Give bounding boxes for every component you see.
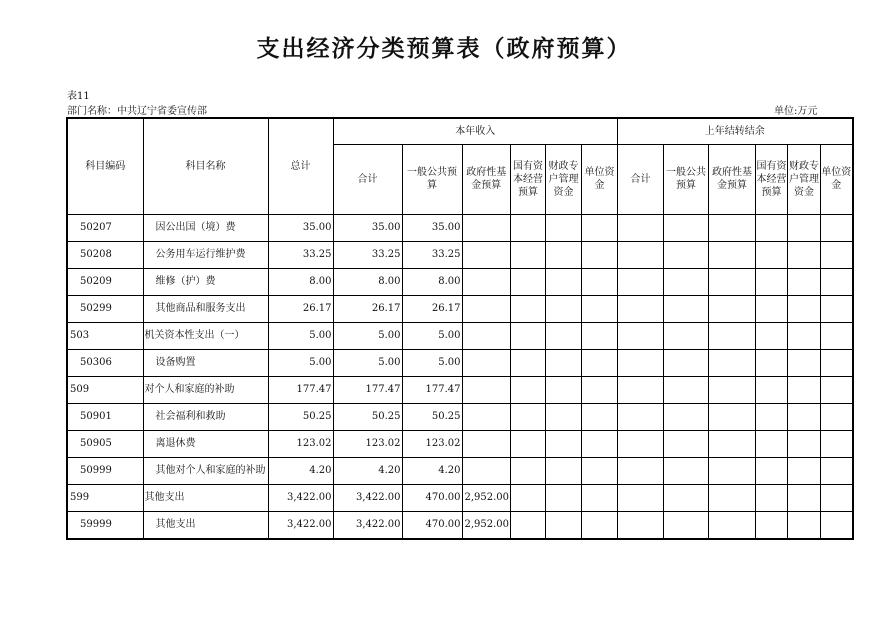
cell-empty bbox=[618, 484, 664, 511]
cell-empty bbox=[664, 403, 709, 430]
cell-empty bbox=[664, 457, 709, 484]
cell-empty bbox=[821, 349, 853, 376]
cell-empty bbox=[709, 430, 756, 457]
cell-total: 3,422.00 bbox=[268, 484, 333, 511]
cell-empty bbox=[821, 322, 853, 349]
cell-empty bbox=[756, 457, 788, 484]
header-cur-fund: 政府性基金预算 bbox=[462, 144, 511, 214]
cell-empty bbox=[788, 349, 821, 376]
cell-name: 对个人和家庭的补助 bbox=[143, 376, 268, 403]
cell-total: 8.00 bbox=[268, 268, 333, 295]
cell-total: 5.00 bbox=[268, 322, 333, 349]
unit-label: 单位:万元 bbox=[774, 106, 818, 117]
cell-empty bbox=[821, 214, 853, 241]
cell-fund-budget bbox=[462, 457, 511, 484]
cell-empty bbox=[664, 376, 709, 403]
cell-current-total: 5.00 bbox=[333, 349, 402, 376]
cell-empty bbox=[511, 403, 546, 430]
cell-name: 其他支出 bbox=[143, 484, 268, 511]
cell-fund-budget bbox=[462, 322, 511, 349]
cell-empty bbox=[664, 214, 709, 241]
cell-general-budget: 470.00 bbox=[402, 484, 462, 511]
cell-empty bbox=[788, 322, 821, 349]
cell-empty bbox=[788, 457, 821, 484]
cell-empty bbox=[618, 349, 664, 376]
cell-empty bbox=[582, 349, 618, 376]
cell-general-budget: 5.00 bbox=[402, 322, 462, 349]
cell-total: 5.00 bbox=[268, 349, 333, 376]
cell-empty bbox=[664, 241, 709, 268]
cell-current-total: 33.25 bbox=[333, 241, 402, 268]
header-cur-state: 国有资本经营预算 bbox=[511, 144, 546, 214]
cell-empty bbox=[511, 241, 546, 268]
cell-empty bbox=[582, 511, 618, 539]
cell-empty bbox=[709, 349, 756, 376]
cell-empty bbox=[546, 376, 582, 403]
header-pri-general: 一般公共预算 bbox=[664, 144, 709, 214]
cell-total: 177.47 bbox=[268, 376, 333, 403]
cell-fund-budget: 2,952.00 bbox=[462, 484, 511, 511]
cell-total: 50.25 bbox=[268, 403, 333, 430]
cell-empty bbox=[582, 403, 618, 430]
cell-empty bbox=[618, 430, 664, 457]
cell-general-budget: 5.00 bbox=[402, 349, 462, 376]
cell-general-budget: 4.20 bbox=[402, 457, 462, 484]
department-name: 部门名称：中共辽宁省委宣传部 bbox=[67, 106, 207, 117]
cell-empty bbox=[821, 403, 853, 430]
cell-empty bbox=[582, 268, 618, 295]
cell-current-total: 3,422.00 bbox=[333, 484, 402, 511]
cell-empty bbox=[821, 484, 853, 511]
cell-empty bbox=[546, 322, 582, 349]
cell-current-total: 177.47 bbox=[333, 376, 402, 403]
cell-fund-budget bbox=[462, 295, 511, 322]
cell-general-budget: 470.00 bbox=[402, 511, 462, 539]
cell-empty bbox=[788, 484, 821, 511]
cell-empty bbox=[709, 376, 756, 403]
cell-empty bbox=[582, 430, 618, 457]
cell-code: 50306 bbox=[67, 349, 143, 376]
cell-empty bbox=[709, 295, 756, 322]
cell-empty bbox=[821, 241, 853, 268]
cell-empty bbox=[709, 214, 756, 241]
cell-empty bbox=[511, 376, 546, 403]
cell-empty bbox=[582, 322, 618, 349]
cell-empty bbox=[546, 403, 582, 430]
table-row bbox=[67, 403, 853, 430]
cell-empty bbox=[618, 241, 664, 268]
cell-current-total: 3,422.00 bbox=[333, 511, 402, 539]
header-pri-fund: 政府性基金预算 bbox=[709, 144, 756, 214]
cell-empty bbox=[546, 349, 582, 376]
cell-empty bbox=[756, 430, 788, 457]
cell-name: 因公出国（境）费 bbox=[143, 214, 268, 241]
cell-empty bbox=[664, 295, 709, 322]
cell-empty bbox=[582, 457, 618, 484]
cell-empty bbox=[788, 214, 821, 241]
cell-empty bbox=[756, 511, 788, 539]
cell-fund-budget bbox=[462, 376, 511, 403]
cell-empty bbox=[821, 511, 853, 539]
cell-empty bbox=[582, 241, 618, 268]
cell-empty bbox=[618, 511, 664, 539]
cell-empty bbox=[788, 511, 821, 539]
cell-general-budget: 177.47 bbox=[402, 376, 462, 403]
table-row bbox=[67, 457, 853, 484]
cell-name: 机关资本性支出（一） bbox=[143, 322, 268, 349]
cell-empty bbox=[511, 457, 546, 484]
cell-empty bbox=[582, 214, 618, 241]
cell-empty bbox=[788, 430, 821, 457]
cell-current-total: 26.17 bbox=[333, 295, 402, 322]
header-cur-total: 合计 bbox=[333, 144, 402, 214]
cell-empty bbox=[546, 511, 582, 539]
header-total: 总计 bbox=[268, 118, 333, 214]
cell-current-total: 4.20 bbox=[333, 457, 402, 484]
cell-code: 50299 bbox=[67, 295, 143, 322]
cell-empty bbox=[546, 430, 582, 457]
cell-fund-budget bbox=[462, 430, 511, 457]
cell-empty bbox=[788, 268, 821, 295]
table-row bbox=[67, 241, 853, 268]
cell-fund-budget bbox=[462, 214, 511, 241]
cell-general-budget: 33.25 bbox=[402, 241, 462, 268]
cell-name: 其他商品和服务支出 bbox=[143, 295, 268, 322]
cell-total: 123.02 bbox=[268, 430, 333, 457]
cell-total: 33.25 bbox=[268, 241, 333, 268]
table-row bbox=[67, 268, 853, 295]
header-cur-general: 一般公共预算 bbox=[402, 144, 462, 214]
cell-current-total: 5.00 bbox=[333, 322, 402, 349]
cell-empty bbox=[618, 376, 664, 403]
cell-empty bbox=[664, 268, 709, 295]
cell-empty bbox=[618, 295, 664, 322]
cell-total: 3,422.00 bbox=[268, 511, 333, 539]
cell-current-total: 123.02 bbox=[333, 430, 402, 457]
table-row bbox=[67, 430, 853, 457]
cell-total: 4.20 bbox=[268, 457, 333, 484]
cell-empty bbox=[511, 214, 546, 241]
cell-empty bbox=[756, 349, 788, 376]
header-pri-state: 国有资本经营预算 bbox=[756, 144, 788, 214]
page-title: 支出经济分类预算表（政府预算） bbox=[256, 35, 632, 62]
cell-empty bbox=[756, 295, 788, 322]
cell-empty bbox=[756, 484, 788, 511]
cell-empty bbox=[546, 457, 582, 484]
cell-empty bbox=[618, 322, 664, 349]
header-pri-unit: 单位资金 bbox=[821, 144, 853, 214]
cell-empty bbox=[511, 484, 546, 511]
table-body bbox=[67, 214, 853, 539]
cell-general-budget: 26.17 bbox=[402, 295, 462, 322]
cell-empty bbox=[709, 241, 756, 268]
header-name: 科目名称 bbox=[143, 118, 268, 214]
cell-empty bbox=[756, 376, 788, 403]
table-row bbox=[67, 295, 853, 322]
cell-empty bbox=[756, 403, 788, 430]
cell-empty bbox=[709, 322, 756, 349]
cell-empty bbox=[511, 430, 546, 457]
cell-code: 509 bbox=[67, 376, 143, 403]
cell-empty bbox=[709, 268, 756, 295]
cell-empty bbox=[582, 376, 618, 403]
cell-name: 社会福利和救助 bbox=[143, 403, 268, 430]
cell-empty bbox=[664, 349, 709, 376]
cell-code: 50208 bbox=[67, 241, 143, 268]
cell-empty bbox=[821, 376, 853, 403]
cell-empty bbox=[546, 214, 582, 241]
cell-empty bbox=[618, 268, 664, 295]
header-prior-year: 上年结转结余 bbox=[618, 118, 853, 144]
cell-current-total: 8.00 bbox=[333, 268, 402, 295]
cell-empty bbox=[511, 511, 546, 539]
cell-empty bbox=[821, 268, 853, 295]
header-current-year: 本年收入 bbox=[333, 118, 618, 144]
cell-code: 59999 bbox=[67, 511, 143, 539]
budget-table bbox=[66, 117, 854, 540]
cell-code: 50905 bbox=[67, 430, 143, 457]
table-row bbox=[67, 214, 853, 241]
cell-empty bbox=[788, 241, 821, 268]
cell-empty bbox=[618, 403, 664, 430]
cell-code: 50209 bbox=[67, 268, 143, 295]
table-number: 表11 bbox=[67, 91, 90, 102]
cell-empty bbox=[511, 349, 546, 376]
table-row bbox=[67, 349, 853, 376]
cell-current-total: 50.25 bbox=[333, 403, 402, 430]
cell-empty bbox=[546, 241, 582, 268]
cell-empty bbox=[664, 484, 709, 511]
cell-code: 50901 bbox=[67, 403, 143, 430]
cell-name: 公务用车运行维护费 bbox=[143, 241, 268, 268]
cell-general-budget: 50.25 bbox=[402, 403, 462, 430]
cell-empty bbox=[546, 295, 582, 322]
cell-fund-budget bbox=[462, 241, 511, 268]
cell-empty bbox=[788, 295, 821, 322]
cell-empty bbox=[756, 241, 788, 268]
table-row bbox=[67, 376, 853, 403]
cell-empty bbox=[511, 322, 546, 349]
header-pri-special: 财政专户管理资金 bbox=[788, 144, 821, 214]
cell-general-budget: 35.00 bbox=[402, 214, 462, 241]
cell-name: 设备购置 bbox=[143, 349, 268, 376]
cell-empty bbox=[511, 295, 546, 322]
cell-total: 35.00 bbox=[268, 214, 333, 241]
cell-fund-budget bbox=[462, 349, 511, 376]
cell-empty bbox=[546, 484, 582, 511]
cell-empty bbox=[511, 268, 546, 295]
cell-empty bbox=[788, 403, 821, 430]
table-row bbox=[67, 322, 853, 349]
cell-fund-budget bbox=[462, 403, 511, 430]
cell-empty bbox=[664, 511, 709, 539]
cell-empty bbox=[582, 295, 618, 322]
header-cur-unit: 单位资金 bbox=[582, 144, 618, 214]
cell-name: 其他对个人和家庭的补助 bbox=[143, 457, 268, 484]
cell-name: 离退休费 bbox=[143, 430, 268, 457]
cell-code: 50207 bbox=[67, 214, 143, 241]
cell-empty bbox=[618, 457, 664, 484]
cell-fund-budget bbox=[462, 268, 511, 295]
cell-name: 其他支出 bbox=[143, 511, 268, 539]
cell-empty bbox=[821, 295, 853, 322]
header-row-top bbox=[67, 118, 853, 144]
cell-general-budget: 123.02 bbox=[402, 430, 462, 457]
cell-empty bbox=[618, 214, 664, 241]
cell-code: 503 bbox=[67, 322, 143, 349]
cell-fund-budget: 2,952.00 bbox=[462, 511, 511, 539]
cell-empty bbox=[788, 376, 821, 403]
cell-empty bbox=[709, 457, 756, 484]
cell-empty bbox=[582, 484, 618, 511]
header-code: 科目编码 bbox=[67, 118, 143, 214]
cell-empty bbox=[821, 457, 853, 484]
cell-general-budget: 8.00 bbox=[402, 268, 462, 295]
header-pri-total: 合计 bbox=[618, 144, 664, 214]
cell-empty bbox=[756, 214, 788, 241]
cell-empty bbox=[821, 430, 853, 457]
cell-name: 维修（护）费 bbox=[143, 268, 268, 295]
cell-current-total: 35.00 bbox=[333, 214, 402, 241]
cell-empty bbox=[709, 403, 756, 430]
cell-empty bbox=[756, 322, 788, 349]
cell-total: 26.17 bbox=[268, 295, 333, 322]
cell-empty bbox=[664, 430, 709, 457]
table-row bbox=[67, 511, 853, 539]
cell-empty bbox=[664, 322, 709, 349]
cell-code: 599 bbox=[67, 484, 143, 511]
header-cur-special: 财政专户管理资金 bbox=[546, 144, 582, 214]
cell-code: 50999 bbox=[67, 457, 143, 484]
table-row bbox=[67, 484, 853, 511]
cell-empty bbox=[546, 268, 582, 295]
cell-empty bbox=[709, 511, 756, 539]
cell-empty bbox=[709, 484, 756, 511]
cell-empty bbox=[756, 268, 788, 295]
